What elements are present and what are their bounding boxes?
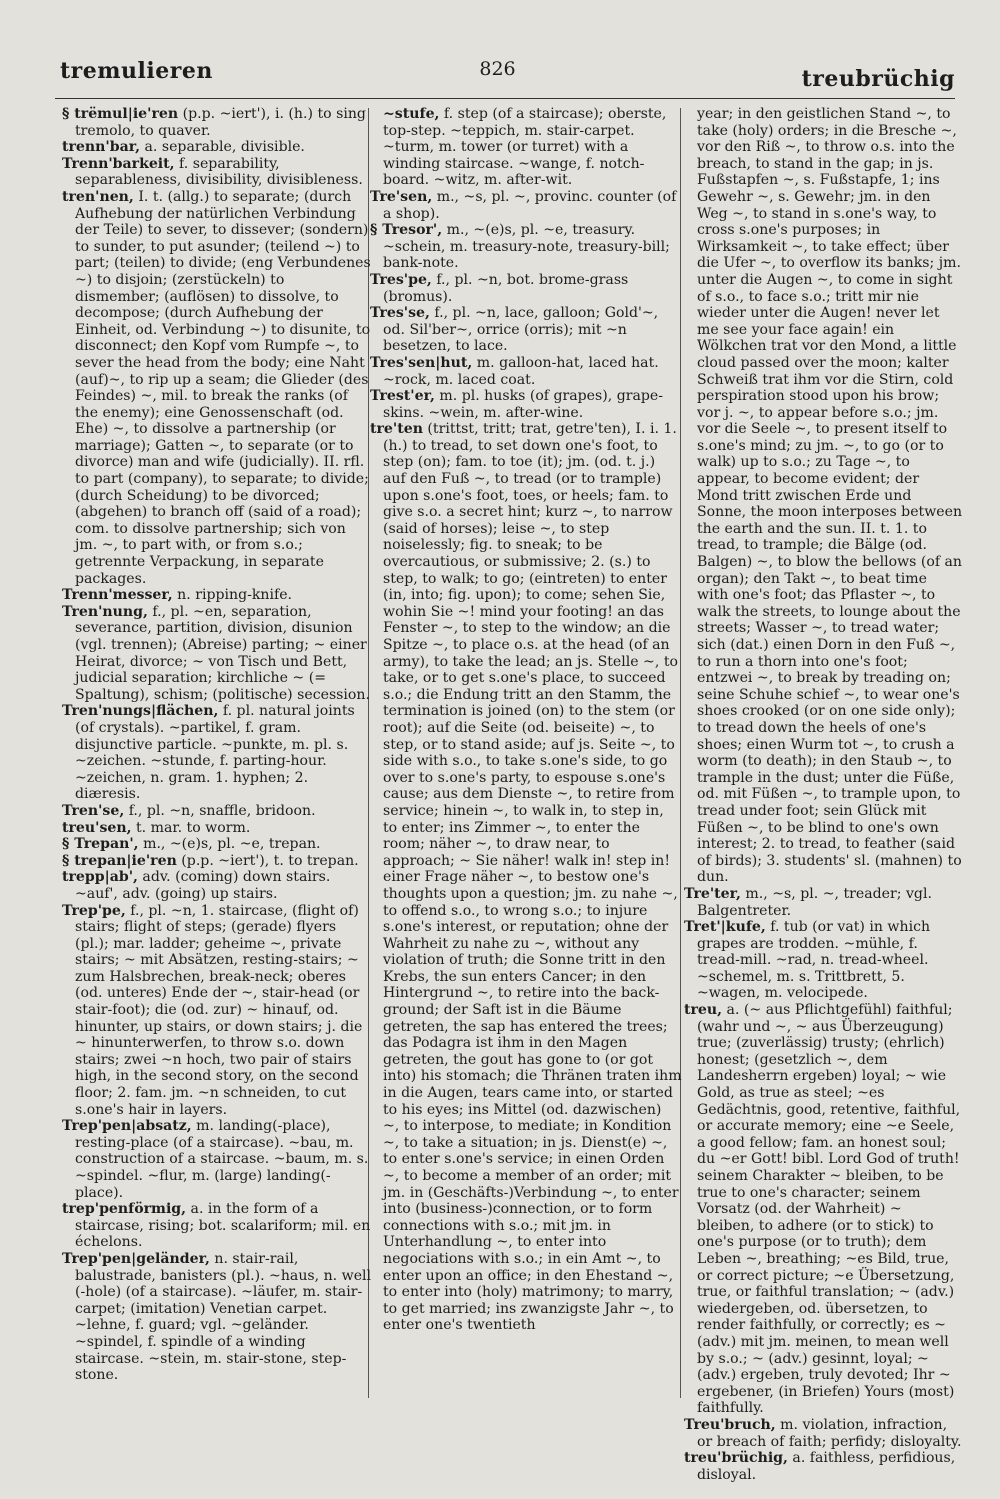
dictionary-entry xyxy=(684,106,962,886)
dictionary-entry xyxy=(684,886,962,919)
entry-definition: I. t. (allg.) to separate; (durch Aufhebung der natürlichen Verbindung der Teile) to sever, to dissever; (sondern) to sunder, to put asunder; (teilend ~) to part; (teilen) to divide; (eng Verbundenes ~) to disjoin; (zerstückeln) to dismember; (auflösen) to dissolve, to decompose; (durch Aufhebung der Einheit, od. Verbindung ~) to disunite, to disconnect; den Kopf vom Rumpfe ~, to sever the head from the body; eine Naht (auf)~, to rip up a seam; die Glieder (des Feindes) ~, mil. to break the ranks (of the enemy); eine Genossenschaft (od. Ehe) ~, to dissolve a partnership (or marriage); Gatten ~, to separate (or to divorce) man and wife (judicially). II. rfl. to part (company), to separate; to divide; (durch Scheidung) to be divorced; (abgehen) to branch off (said of a road); com. to dissolve partnership; sich von jm. ~, to part with, or from s.o.; getrennte Verpackung, in separate packages. xyxy=(75,188,371,587)
dictionary-entry xyxy=(62,836,372,853)
dictionary-entry xyxy=(370,355,682,388)
dictionary-entry xyxy=(684,1450,962,1483)
entry-definition: (trittst, tritt; trat, getre'ten), I. i. 1. (h.) to tread, to set down one's foot, to step (on); fam. to toe (it); jm. (od. t. j.) auf den Fuß ~, to tread (or to trample) upon s.one's foot, toes, or heels; fam. to give s.o. a secret hint; kurz ~, to narrow (said of horses); leise ~, to step noiselessly; fig. to sneak; to be overcautious, or submissive; 2. (s.) to step, to walk; to go; (eintreten) to enter (in, into; fig. upon); to come; sehen Sie, wohin Sie ~! mind your footing! an das Fenster ~, to step to the window; an die Spitze ~, to place o.s. at the head (of an army), to take the lead; an js. Stelle ~, to take, or to get s.one's place, to succeed s.o.; die Endung tritt an den Stamm, the termination is joined (on) to the stem (or root); auf die Seite (od. beiseite) ~, to step, or to stand aside; auf js. Seite ~, to side with s.o., to take s.one's side, to go over to s.one's party, to espouse s.one's cause; aus dem Dienste ~, to retire from service; hinein ~, to walk in, to step in, to enter; ins Zimmer ~, to enter the room; näher ~, to draw near, to approach; ~ Sie näher! walk in! step in! einer Frage näher ~, to bestow one's thoughts upon a question; jm. zu nahe ~, to offend s.o., to wrong s.o.; to injure s.one's interest, or reputation; ohne der Wahrheit zu nahe zu ~, without any violation of truth; die Sonne tritt in den Krebs, the sun enters Cancer; in den Hintergrund ~, to retire into the back-ground; der Saft ist in die Bäume getreten, the sap has entered the trees; das Podagra ist ihm in den Magen getreten, the gout has gone to (or got into) his stomach; die Thränen traten ihm in die Augen, tears came into, or started to his eyes; ins Mittel (od. dazwischen) ~, to interpose, to mediate; in Kondition ~, to take a situation; in js. Dienst(e) ~, to enter s.one's service; in einen Orden ~, to become a member of an order; mit jm. in (Geschäfts-)Verbindung ~, to enter into (business-)connection, or to form connections with s.o.; mit jm. in Unterhandlung ~, to enter into negociations with s.o.; in ein Amt ~, to enter upon an office; in den Ehestand ~, to enter into (holy) matrimony; to marry, to get married; ins zwanzigste Jahr ~, to enter one's twentieth xyxy=(383,421,682,1334)
entry-headword: § trëmul|ie'ren xyxy=(62,106,179,122)
entry-definition: f. step (of a staircase); oberste, top-step. ~teppich, m. stair-carpet. ~turm, m. tower (or turret) with a winding staircase. ~wange, f. notch-board. ~witz, m. after-wit. xyxy=(383,106,667,189)
entry-headword: Trenn'messer, xyxy=(62,587,173,604)
dictionary-entry xyxy=(62,139,372,156)
page-number: 826 xyxy=(479,58,516,80)
entry-definition: f., pl. ~en, separation, severance, partition, division, disunion (vgl. trennen); (Abreise) parting; ~ einer Heirat, divorce; ~ von Tisch und Bett, judicial separation; kirchliche ~ (= Spaltung), schism; (politische) secession. xyxy=(75,603,370,703)
column-1 xyxy=(62,106,372,1436)
entry-definition: (p.p. ~iert'), t. to trepan. xyxy=(176,852,359,869)
column-3 xyxy=(684,106,963,1483)
entry-definition: a. in the form of a staircase, rising; bot. scalariform; mil. en échelons. xyxy=(75,1201,371,1251)
entry-definition: m. galloon-hat, laced hat. ~rock, m. laced coat. xyxy=(383,354,659,388)
dictionary-entry xyxy=(684,919,962,1002)
entry-headword: Tren'nungs|flächen, xyxy=(62,703,219,720)
entry-definition: n. stair-rail, balustrade, banisters (pl.). ~haus, n. well (-hole) (of a staircase). ~läufer, m. stair-carpet; (imitation) Venetian carpet. ~lehne, f. guard; vgl. ~geländer. ~spindel, f. spindle of a winding staircase. ~stein, m. stair-stone, step-stone. xyxy=(75,1250,372,1384)
entry-definition: m., ~(e)s, pl. ~e, trepan. xyxy=(138,836,321,853)
entry-definition: f. pl. natural joints (of crystals). ~partikel, f. gram. disjunctive particle. ~punkte, m. pl. s. ~zeichen. ~stunde, f. parting-hour. ~zeichen, n. gram. 1. hyphen; 2. diæresis. xyxy=(75,703,355,803)
dictionary-entry xyxy=(62,156,372,189)
entry-definition: a. faithless, perfidious, disloyal. xyxy=(697,1450,956,1483)
entry-headword: tre'ten xyxy=(370,421,423,438)
entry-definition: adv. (coming) down stairs. ~auf', adv. (going) up stairs. xyxy=(75,869,331,902)
entry-headword: trepp|ab', xyxy=(62,869,138,886)
entry-definition: (p.p. ~iert'), i. (h.) to sing tremolo, to quaver. xyxy=(75,106,366,139)
entry-headword: treu'brüchig, xyxy=(684,1450,788,1467)
entry-headword: Trep'pen|absatz, xyxy=(62,1118,192,1135)
entry-definition: n. ripping-knife. xyxy=(172,587,293,604)
dictionary-entry xyxy=(62,604,372,704)
dictionary-entry xyxy=(62,869,372,902)
dictionary-entry xyxy=(62,853,372,870)
header-right-guide-word: treubrüchig xyxy=(801,66,955,92)
entry-headword: Trest'er, xyxy=(370,388,435,405)
entry-headword: trep'penförmig, xyxy=(62,1201,187,1218)
entry-definition: f. separability, separableness, divisibility, divisibleness. xyxy=(75,155,363,189)
dictionary-entry xyxy=(370,272,682,305)
dictionary-entry xyxy=(684,1417,962,1450)
dictionary-entry xyxy=(370,388,682,421)
entry-definition: m. violation, infraction, or breach of faith; perfidy; disloyalty. xyxy=(697,1416,962,1450)
entry-definition: f., pl. ~n, lace, galloon; Gold'~, od. Sil'ber~, orrice (orris); mit ~n besetzen, to lace. xyxy=(383,305,659,355)
entry-headword: treu, xyxy=(684,1002,723,1019)
entry-definition: m. landing(-place), resting-place (of a staircase). ~bau, m. construction of a staircase. ~baum, m. s. ~spindel. ~flur, m. (large) landing(-place). xyxy=(75,1118,369,1201)
dictionary-entry xyxy=(62,903,372,1119)
entry-headword: § trepan|ie'ren xyxy=(62,852,177,869)
entry-headword: trenn'bar, xyxy=(62,139,141,156)
entry-headword: treu'sen, xyxy=(62,819,132,836)
entry-definition: f. tub (or vat) in which grapes are trodden. ~mühle, f. tread-mill. ~rad, n. tread-wheel. ~schemel, m. s. Trittbrett, 5. ~wagen, m. velocipede. xyxy=(697,919,931,1002)
dictionary-entry xyxy=(62,1251,372,1384)
dictionary-entry xyxy=(62,703,372,803)
entry-definition: m., ~s, pl. ~, treader; vgl. Balgentreter. xyxy=(697,885,932,919)
dictionary-entry xyxy=(370,189,682,222)
entry-headword: § Tresor', xyxy=(370,222,443,239)
header-left-guide-word: tremulieren xyxy=(60,58,213,84)
dictionary-entry xyxy=(62,1201,372,1251)
entry-definition: f., pl. ~n, snaffle, bridoon. xyxy=(124,802,316,819)
entry-definition: a. (~ aus Pflichtgefühl) faithful; (wahr und ~, ~ aus Überzeugung) true; (zuverlässig) trusty; (ehrlich) honest; (gesetzlich ~, dem Landesherrn ergeben) loyal; ~ wie Gold, as true as steel; ~es Gedächtnis, good, retentive, faithful, or accurate memory; eine ~e Seele, a good fellow; fam. an honest soul; du ~er Gott! bibl. Lord God of truth! seinem Charakter ~ bleiben, to be true to one's character; seinem Vorsatz (od. der Wahrheit) ~ bleiben, to adhere (or to stick) to one's purpose (or to truth); dem Leben ~, breathing; ~es Bild, true, or correct picture; ~e Übersetzung, true, or faithful translation; ~ (adv.) wiedergeben, od. übersetzen, to render faithfully, or correctly; es ~ (adv.) mit jm. meinen, to mean well by s.o.; ~ (adv.) gesinnt, loyal; ~ (adv.) ergeben, truly devoted; Ihr ~ ergebener, (in Briefen) Yours (most) faithfully. xyxy=(697,1002,961,1417)
entry-definition: f., pl. ~n, bot. brome-grass (bromus). xyxy=(383,271,629,305)
dictionary-entry xyxy=(62,1118,372,1201)
dictionary-entry xyxy=(370,421,682,1334)
entry-definition: t. mar. to worm. xyxy=(131,819,251,836)
entry-headword: Tres'se, xyxy=(370,305,430,322)
entry-headword: Trep'pe, xyxy=(62,902,126,919)
dictionary-entry xyxy=(370,222,682,272)
entry-headword: Trep'pen|geländer, xyxy=(62,1250,210,1267)
dictionary-entry xyxy=(370,305,682,355)
entry-headword: Tres'pe, xyxy=(370,271,432,288)
entry-headword: Trenn'barkeit, xyxy=(62,155,175,172)
dictionary-entry xyxy=(370,106,682,189)
entry-definition: m., ~(e)s, pl. ~e, treasury. ~schein, m. treasury-note, treasury-bill; bank-note. xyxy=(383,222,670,272)
column-2 xyxy=(370,106,682,1446)
entry-headword: tren'nen, xyxy=(62,188,134,205)
header-rule xyxy=(55,98,955,99)
page-header xyxy=(60,58,955,94)
entry-definition: f., pl. ~n, 1. staircase, (flight of) stairs; flight of steps; (gerade) flyers (pl.); mar. ladder; geheime ~, private stairs; ~ mit Absätzen, resting-stairs; ~ zum Halsbrechen, break-neck; oberes (od. unteres) Ende der ~, stair-head (or stair-foot); die (od. zur) ~ hinauf, od. hinunter, up stairs, or down stairs; j. die ~ hinunterwerfen, to throw s.o. down stairs; zwei ~n hoch, two pair of stairs high, in the second story, on the second floor; 2. fam. jm. ~n schneiden, to cut s.one's hair in layers. xyxy=(75,902,363,1118)
entry-definition: m. pl. husks (of grapes), grape-skins. ~wein, m. after-wine. xyxy=(383,388,664,421)
dictionary-entry xyxy=(62,803,372,820)
entry-headword: Tret'|kufe, xyxy=(684,919,766,936)
dictionary-entry xyxy=(62,820,372,837)
entry-definition: a. separable, divisible. xyxy=(140,139,305,156)
dictionary-entry xyxy=(62,189,372,587)
entry-definition: m., ~s, pl. ~, provinc. counter (of a shop). xyxy=(383,188,677,222)
dictionary-entry xyxy=(62,587,372,604)
dictionary-entry xyxy=(684,1002,962,1417)
entry-headword: Tre'ter, xyxy=(684,885,741,902)
entry-headword: Tren'nung, xyxy=(62,603,148,620)
entry-headword: Tren'se, xyxy=(62,802,125,819)
entry-definition: year; in den geistlichen Stand ~, to take (holy) orders; in die Bresche ~, vor den Riß ~, to throw o.s. into the breach, to stand in the gap; in js. Fußstapfen ~, s. Fußstapfe, 1; ins Gewehr ~, s. Gewehr; jm. in den Weg ~, to stand in s.one's way, to cross s.one's purposes; in Wirksamkeit ~, to take effect; über die Ufer ~, to overflow its banks; jm. unter die Augen ~, to come in sight of s.o., to face s.o.; tritt mir nie wieder unter die Augen! never let me see your face again! ein Wölkchen trat vor den Mond, a little cloud passed over the moon; kalter Schweiß trat ihm vor die Stirn, cold perspiration stood upon his brow; vor j. ~, to appear before s.o.; jm. vor die Seele ~, to present itself to s.one's mind; zu jm. ~, to go (or to walk) up to s.o.; zu Tage ~, to appear, to become evident; der Mond tritt zwischen Erde und Sonne, the moon interposes between the earth and the sun. II. t. 1. to tread, to trample; die Bälge (od. Balgen) ~, to blow the bellows (of an organ); den Takt ~, to beat time with one's foot; das Pflaster ~, to walk the streets, to lounge about the streets; Wasser ~, to tread water; sich (dat.) einen Dorn in den Fuß ~, to run a thorn into one's foot; entzwei ~, to break by treading on; seine Schuhe schief ~, to wear one's shoes crooked (or on one side only); to tread down the heels of one's shoes; einen Wurm tot ~, to crush a worm (to death); in den Staub ~, to trample in the dust; unter die Füße, od. mit Füßen ~, to trample upon, to tread under foot; sein Glück mit Füßen ~, to be blind to one's own interest; 2. to tread, to feather (said of birds); 3. students' sl. (mahnen) to dun. xyxy=(697,106,963,886)
entry-headword: Tres'sen|hut, xyxy=(370,354,473,371)
entry-headword: Treu'bruch, xyxy=(684,1416,776,1433)
entry-headword: Tre'sen, xyxy=(370,188,433,205)
entry-headword: ~stufe, xyxy=(383,106,440,122)
dictionary-entry xyxy=(62,106,372,139)
entry-headword: § Trepan', xyxy=(62,836,139,853)
